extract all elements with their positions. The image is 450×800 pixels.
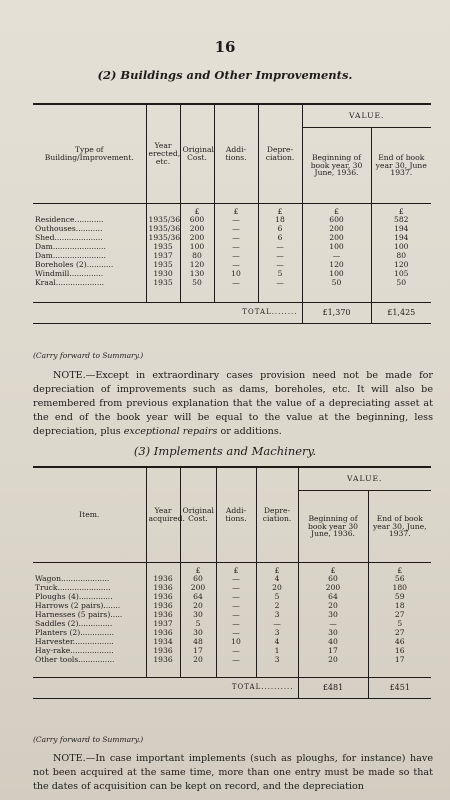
- note2-text: —In case important implements (such as ploughs, for instance) have not been acquired at the same time, more than one entry must be made so that the dates of acquisition can be kept on record, and the depreciation: [33, 753, 433, 792]
- unit-cost: £: [180, 208, 214, 216]
- header-year: Year erected, etc.: [146, 104, 180, 204]
- cell-value-end: 46: [368, 638, 431, 647]
- cell-year: 1937: [146, 620, 180, 629]
- cell-depreciation: 3: [256, 656, 298, 665]
- cell-cost: 60: [180, 575, 216, 584]
- unit-cost-implements: £: [180, 567, 216, 575]
- cell-year: 1937: [146, 252, 180, 261]
- note-italic: exceptional repairs: [123, 426, 218, 437]
- note2-lead: NOTE.: [53, 753, 86, 764]
- cell-additions: 10: [214, 270, 258, 279]
- cell-cost: 20: [180, 656, 216, 665]
- cell-value-end: 194: [371, 225, 431, 234]
- header-item: Item.: [79, 510, 100, 520]
- header-year-acquired: Year acquired.: [146, 467, 180, 563]
- cell-year: 1934: [146, 638, 180, 647]
- cell-additions: —: [214, 225, 258, 234]
- cell-value-begin: —: [302, 252, 371, 261]
- cell-additions: —: [216, 602, 256, 611]
- cell-item-label: Dam......................: [35, 251, 106, 260]
- cell-value-begin: 20: [298, 656, 368, 665]
- cell-item-label: Dam......................: [35, 242, 106, 251]
- cell-value-begin: 30: [298, 611, 368, 620]
- carry-forward-buildings: (Carry forward to Summary.): [33, 351, 144, 360]
- cell-value-end: 17: [368, 656, 431, 665]
- unit-end: £: [371, 208, 431, 216]
- cell-cost: 200: [180, 225, 214, 234]
- header-beginning: Beginning of book year, 30 June, 1936.: [302, 128, 371, 204]
- cell-year: 1936: [146, 629, 180, 638]
- cell-year: 1935: [146, 279, 180, 288]
- unit-beginning-implements: £: [298, 567, 368, 575]
- cell-value-begin: 64: [298, 593, 368, 602]
- cell-year: 1936: [146, 584, 180, 593]
- unit-depreciation: £: [258, 208, 302, 216]
- cell-additions: —: [214, 234, 258, 243]
- cell-depreciation: 3: [256, 611, 298, 620]
- buildings-table: [33, 103, 431, 324]
- cell-value-begin: 600: [302, 216, 371, 225]
- header-type: Type of Building/Improvement.: [44, 145, 134, 162]
- cell-item-label: Shed....................: [35, 233, 103, 242]
- unit-depreciation-implements: £: [256, 567, 298, 575]
- unit-end-implements: £: [368, 567, 431, 575]
- cell-item-label: Truck......................: [35, 583, 111, 592]
- cell-value-begin: 100: [302, 243, 371, 252]
- cell-additions: —: [216, 611, 256, 620]
- cell-depreciation: —: [258, 243, 302, 252]
- cell-cost: 600: [180, 216, 214, 225]
- cell-depreciation: 18: [258, 216, 302, 225]
- table-row: [33, 656, 431, 665]
- header-additions: Addi-tions.: [214, 104, 258, 204]
- cell-value-end: 59: [368, 593, 431, 602]
- cell-value-end: 27: [368, 629, 431, 638]
- cell-additions: —: [216, 647, 256, 656]
- buildings-total-begin: £1,370: [302, 302, 371, 323]
- cell-item-label: Residence............: [35, 215, 104, 224]
- cell-cost: 200: [180, 584, 216, 593]
- cell-value-end: 56: [368, 575, 431, 584]
- cell-additions: —: [214, 252, 258, 261]
- cell-year: 1935/36: [146, 234, 180, 243]
- cell-additions: —: [216, 584, 256, 593]
- implements-total-begin: £481: [298, 677, 368, 698]
- header-depreciation: Depre-ciation.: [258, 104, 302, 204]
- carry-forward-implements: (Carry forward to Summary.): [33, 735, 144, 744]
- cell-depreciation: 1: [256, 647, 298, 656]
- unit-additions-implements: £: [216, 567, 256, 575]
- cell-additions: —: [214, 279, 258, 288]
- cell-depreciation: 4: [256, 638, 298, 647]
- header-depreciation-implements: Depre-ciation.: [256, 467, 298, 563]
- cell-item-label: Wagon....................: [35, 574, 110, 583]
- cell-item-label: Boreholes (2)...........: [35, 260, 114, 269]
- cell-cost: 48: [180, 638, 216, 647]
- cell-value-end: 50: [371, 279, 431, 288]
- cell-cost: 120: [180, 261, 214, 270]
- cell-additions: —: [214, 216, 258, 225]
- cell-value-begin: 120: [302, 261, 371, 270]
- cell-additions: —: [216, 593, 256, 602]
- cell-depreciation: 5: [258, 270, 302, 279]
- cell-value-end: 27: [368, 611, 431, 620]
- cell-item-label: Saddles (2)..............: [35, 619, 113, 628]
- cell-cost: 100: [180, 243, 214, 252]
- cell-year: 1930: [146, 270, 180, 279]
- header-value-group: VALUE.: [302, 104, 431, 128]
- cell-depreciation: —: [258, 252, 302, 261]
- cell-item-label: Harnesses (5 pairs).....: [35, 610, 123, 619]
- cell-value-begin: 30: [298, 629, 368, 638]
- cell-additions: —: [216, 629, 256, 638]
- cell-cost: 17: [180, 647, 216, 656]
- cell-depreciation: 6: [258, 234, 302, 243]
- cell-year: 1935: [146, 261, 180, 270]
- cell-cost: 64: [180, 593, 216, 602]
- header-value-group-implements: VALUE.: [298, 467, 431, 491]
- cell-cost: 200: [180, 234, 214, 243]
- cell-item-label: Ploughs (4)..............: [35, 592, 113, 601]
- header-additions-implements: Addi-tions.: [216, 467, 256, 563]
- note-implements: [33, 752, 433, 794]
- cell-depreciation: —: [258, 261, 302, 270]
- cell-value-end: 180: [368, 584, 431, 593]
- cell-item-label: Harrows (2 pairs).......: [35, 601, 121, 610]
- cell-value-end: 16: [368, 647, 431, 656]
- cell-value-end: 582: [371, 216, 431, 225]
- cell-value-begin: 200: [302, 234, 371, 243]
- cell-year: 1936: [146, 611, 180, 620]
- cell-depreciation: —: [256, 620, 298, 629]
- cell-additions: —: [216, 656, 256, 665]
- cell-value-begin: 40: [298, 638, 368, 647]
- cell-value-end: 5: [368, 620, 431, 629]
- cell-value-end: 100: [371, 243, 431, 252]
- cell-cost: 50: [180, 279, 214, 288]
- cell-depreciation: 3: [256, 629, 298, 638]
- cell-value-end: 18: [368, 602, 431, 611]
- unit-beginning: £: [302, 208, 371, 216]
- cell-year: 1936: [146, 593, 180, 602]
- cell-depreciation: 2: [256, 602, 298, 611]
- implements-table: [33, 466, 431, 699]
- cell-value-begin: 17: [298, 647, 368, 656]
- cell-year: 1936: [146, 602, 180, 611]
- header-end-implements: End of book year 30, June, 1937.: [368, 491, 431, 563]
- header-cost: Original Cost.: [180, 104, 214, 204]
- header-beginning-implements: Beginning of book year 30 June, 1936.: [298, 491, 368, 563]
- cell-item-label: Kraal....................: [35, 278, 105, 287]
- header-end: End of book year 30, June 1937.: [371, 128, 431, 204]
- cell-value-end: 105: [371, 270, 431, 279]
- buildings-total-end: £1,425: [371, 302, 431, 323]
- cell-item-label: Windmill..............: [35, 269, 104, 278]
- cell-item-label: Other tools...............: [35, 655, 115, 664]
- cell-year: 1936: [146, 656, 180, 665]
- cell-cost: 20: [180, 602, 216, 611]
- cell-additions: —: [216, 620, 256, 629]
- cell-year: 1936: [146, 575, 180, 584]
- cell-value-begin: 50: [302, 279, 371, 288]
- page-number: 16: [214, 38, 236, 56]
- note-depreciation: [33, 369, 433, 439]
- implements-total-label: TOTAL..........: [33, 677, 298, 698]
- implements-total-end: £451: [368, 677, 431, 698]
- cell-cost: 5: [180, 620, 216, 629]
- cell-cost: 130: [180, 270, 214, 279]
- cell-depreciation: 5: [256, 593, 298, 602]
- cell-cost: 80: [180, 252, 214, 261]
- section-title-buildings: (2) Buildings and Other Improvements.: [97, 68, 353, 82]
- section-title-implements: (3) Implements and Machinery.: [133, 444, 317, 458]
- cell-additions: —: [214, 261, 258, 270]
- cell-year: 1936: [146, 647, 180, 656]
- cell-depreciation: 4: [256, 575, 298, 584]
- cell-item-label: Outhouses...........: [35, 224, 103, 233]
- cell-cost: 30: [180, 611, 216, 620]
- cell-item-label: Harvester.................: [35, 637, 114, 646]
- cell-value-begin: 100: [302, 270, 371, 279]
- cell-additions: 10: [216, 638, 256, 647]
- cell-additions: —: [214, 243, 258, 252]
- cell-value-begin: 200: [298, 584, 368, 593]
- cell-value-end: 80: [371, 252, 431, 261]
- cell-value-begin: 20: [298, 602, 368, 611]
- header-cost-implements: Original Cost.: [180, 467, 216, 563]
- cell-depreciation: 20: [256, 584, 298, 593]
- buildings-total-label: TOTAL........: [33, 302, 302, 323]
- cell-value-begin: 60: [298, 575, 368, 584]
- cell-cost: 30: [180, 629, 216, 638]
- cell-item-label: Hay-rake..................: [35, 646, 114, 655]
- cell-value-begin: 200: [302, 225, 371, 234]
- note-lead: NOTE.: [53, 370, 86, 381]
- cell-year: 1935: [146, 243, 180, 252]
- unit-additions: £: [214, 208, 258, 216]
- cell-year: 1935/36: [146, 225, 180, 234]
- cell-value-end: 194: [371, 234, 431, 243]
- table-row: [33, 279, 431, 288]
- cell-year: 1935/36: [146, 216, 180, 225]
- cell-item-label: Planters (2)..............: [35, 628, 114, 637]
- cell-value-end: 120: [371, 261, 431, 270]
- cell-additions: —: [216, 575, 256, 584]
- cell-depreciation: —: [258, 279, 302, 288]
- cell-depreciation: 6: [258, 225, 302, 234]
- note-text-b: or additions.: [217, 426, 282, 437]
- note-text-a: —Except in extraordinary cases provision need not be made for depreciation of improvements such as dams, boreholes, etc. It will also be remembered from previous explanation that the value of a depreciating asset at the end of the book year will be equal to the value at the beginning, less depreciation, plus: [33, 370, 433, 437]
- cell-value-begin: —: [298, 620, 368, 629]
